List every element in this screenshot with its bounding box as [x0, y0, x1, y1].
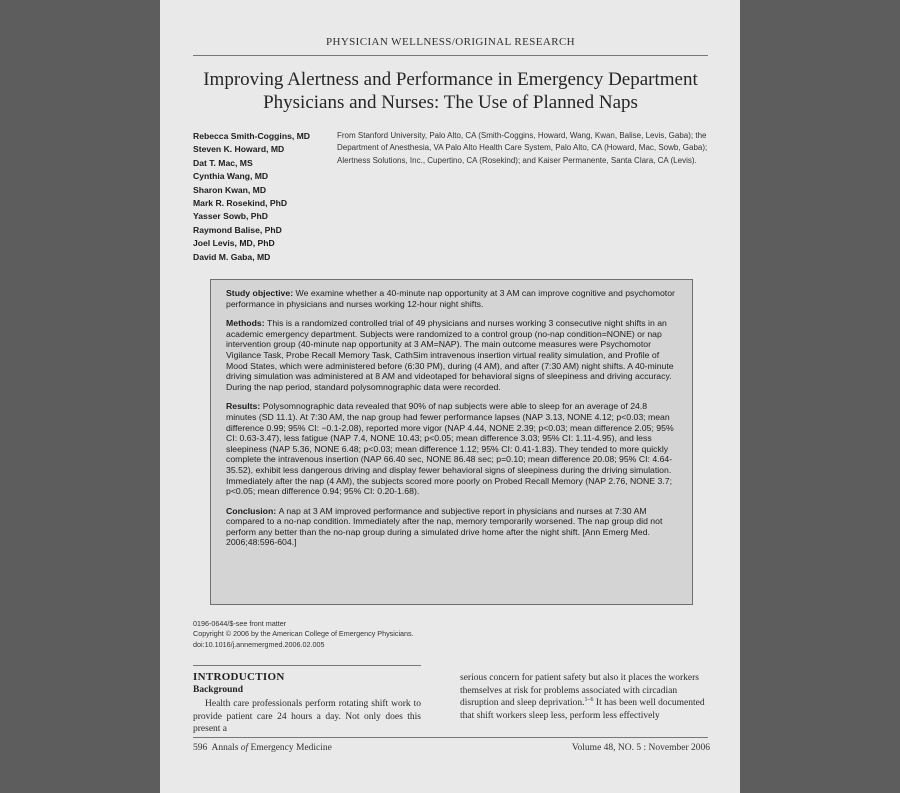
methods-text: This is a randomized controlled trial of 49 physicians and nurses working 3 consecutive night shifts in an academic emergency department. Subjects were randomized to a control group (no-nap condition=NONE) or nap intervention group (40-minute nap opportunity at 3 AM=NAP). The main outcome measures were Psychomotor Vigilance Task, Probe Recall Memory Task, CathSim intravenous insertion virtual reality simulation, and Profile of Mood States, which were administered before (6:30 PM), during (4 AM), and after (7:30 AM) night shifts. A 40-minute driving simulation was administered at 8 AM and videotaped for behavioral signs of sleepiness and driving accuracy. During the nap period, standard polysomnographic data were recorded. [226, 318, 674, 392]
author-affiliations: From Stanford University, Palo Alto, CA (Smith-Coggins, Howard, Wang, Kwan, Balise, Levis, Gaba); the Department of Anesthesia, VA Palo Alto Health Care System, Palo Alto, CA (Howard, Mac, Sowb, Gaba); Alertness Solutions, Inc., Cupertino, CA (Rosekind); and Kaiser Permanente, Santa Clara, CA (Levis). [337, 131, 708, 165]
journal-name-of: of [240, 743, 249, 753]
footer-volume: Volume 48, NO. 5 : November 2006 [571, 743, 710, 753]
section-divider [193, 665, 421, 666]
footer-journal [193, 743, 332, 753]
abstract-conclusion [226, 506, 679, 548]
author-item: Steven K. Howard, MD [193, 144, 285, 155]
running-head: PHYSICIAN WELLNESS/ORIGINAL RESEARCH [325, 36, 576, 48]
title-line-1: Improving Alertness and Performance in Emergency Department [203, 69, 698, 90]
author-item: Joel Levis, MD, PhD [193, 238, 275, 249]
citation-ref[interactable]: 1–6 [584, 697, 594, 704]
copyright-line: Copyright © 2006 by the American College of Emergency Physicians. [193, 629, 414, 639]
col2-text-after: It has been well documented that shift workers sleep less, perform less effectively [460, 698, 705, 721]
author-list [193, 130, 338, 264]
author-item: Raymond Balise, PhD [193, 224, 282, 235]
front-matter [193, 619, 523, 650]
objective-text: We examine whether a 40-minute nap opportunity at 3 AM can improve cognitive and psychomotor performance in physicians and nurses working 12-hour night shifts. [226, 288, 675, 309]
article-title [193, 68, 708, 114]
sub-heading: Background [193, 685, 243, 695]
methods-label: Methods: [226, 318, 265, 329]
section-heading: INTRODUCTION [193, 671, 285, 683]
footer-divider [193, 737, 708, 738]
doi-link[interactable]: doi:10.1016/j.annemergmed.2006.02.005 [193, 639, 325, 649]
abstract-results [226, 401, 679, 496]
journal-name-b: Emergency Medicine [250, 743, 332, 753]
abstract-methods [226, 318, 679, 392]
body-column-right [460, 672, 710, 722]
page-number: 596 [193, 743, 208, 753]
header-divider [193, 55, 708, 56]
abstract-objective [226, 288, 679, 309]
objective-label: Study objective: [226, 288, 294, 298]
title-line-2: Physicians and Nurses: The Use of Planned Naps [263, 92, 638, 113]
author-item: Yasser Sowb, PhD [193, 211, 268, 222]
author-item: Rebecca Smith-Coggins, MD [193, 131, 310, 141]
results-text: Polysomnographic data revealed that 90% of nap subjects were able to sleep for an average of 24.8 minutes (SD 11.1). At 7:30 AM, the nap group had fewer performance lapses (NAP 3.13, NONE 4.12; p<0.03; mean difference 0.99; 95% CI: −0.1-2.08), reported more vigor (NAP 4.44, NONE 2.39; p<0.03; mean difference 2.05; 95% CI: 0.63-3.47), less fatigue (NAP 7.4, NONE 10.43; p<0.05; mean difference 3.03; 95% CI: 1.11-4.95), and less sleepiness (NAP 5.36, NONE 6.48; p<0.03; mean difference 1.12; 95% CI: 0.41-1.83). They tended to more quickly complete the intravenous insertion (NAP 66.40 sec, NONE 86.48 sec; p=0.10; mean difference 20.08; 95% CI: 4.64-35.52), exhibit less dangerous driving and display fewer behavioral signs of sleepiness during the driving simulation. Immediately after the nap (4 AM), the subjects scored more poorly on Probed Recall Memory (NAP 2.76, NONE 3.7; p<0.05; mean difference 0.94; 95% CI: 0.20-1.68). [226, 401, 674, 497]
author-item: Sharon Kwan, MD [193, 184, 267, 195]
author-item: Mark R. Rosekind, PhD [193, 198, 288, 209]
abstract-box [210, 279, 693, 605]
conclusion-label: Conclusion: [226, 505, 277, 516]
col2-text-before: serious concern for patient safety but also it places the workers themselves at risk for problems associated with circadian disruption and sleep deprivation. [460, 673, 700, 709]
issn-line: 0196-0644/$-see front matter [193, 619, 287, 628]
author-item: David M. Gaba, MD [193, 251, 271, 262]
author-item: Cynthia Wang, MD [193, 171, 269, 182]
body-column-left: Health care professionals perform rotating shift work to provide patient care 24 hours a day. Not only does this present a [193, 699, 421, 735]
journal-name-a: Annals [211, 743, 239, 753]
author-item: Dat T. Mac, MS [193, 157, 253, 168]
results-label: Results: [226, 401, 261, 412]
conclusion-text: A nap at 3 AM improved performance and subjective report in physicians and nurses at 7:30 AM compared to a no-nap condition. Immediately after the nap, memory temporarily worsened. The nap group did not perform any better than the no-nap group during a simulated drive home after the night shift. [Ann Emerg Med. 2006;48:596-604.] [226, 505, 663, 548]
